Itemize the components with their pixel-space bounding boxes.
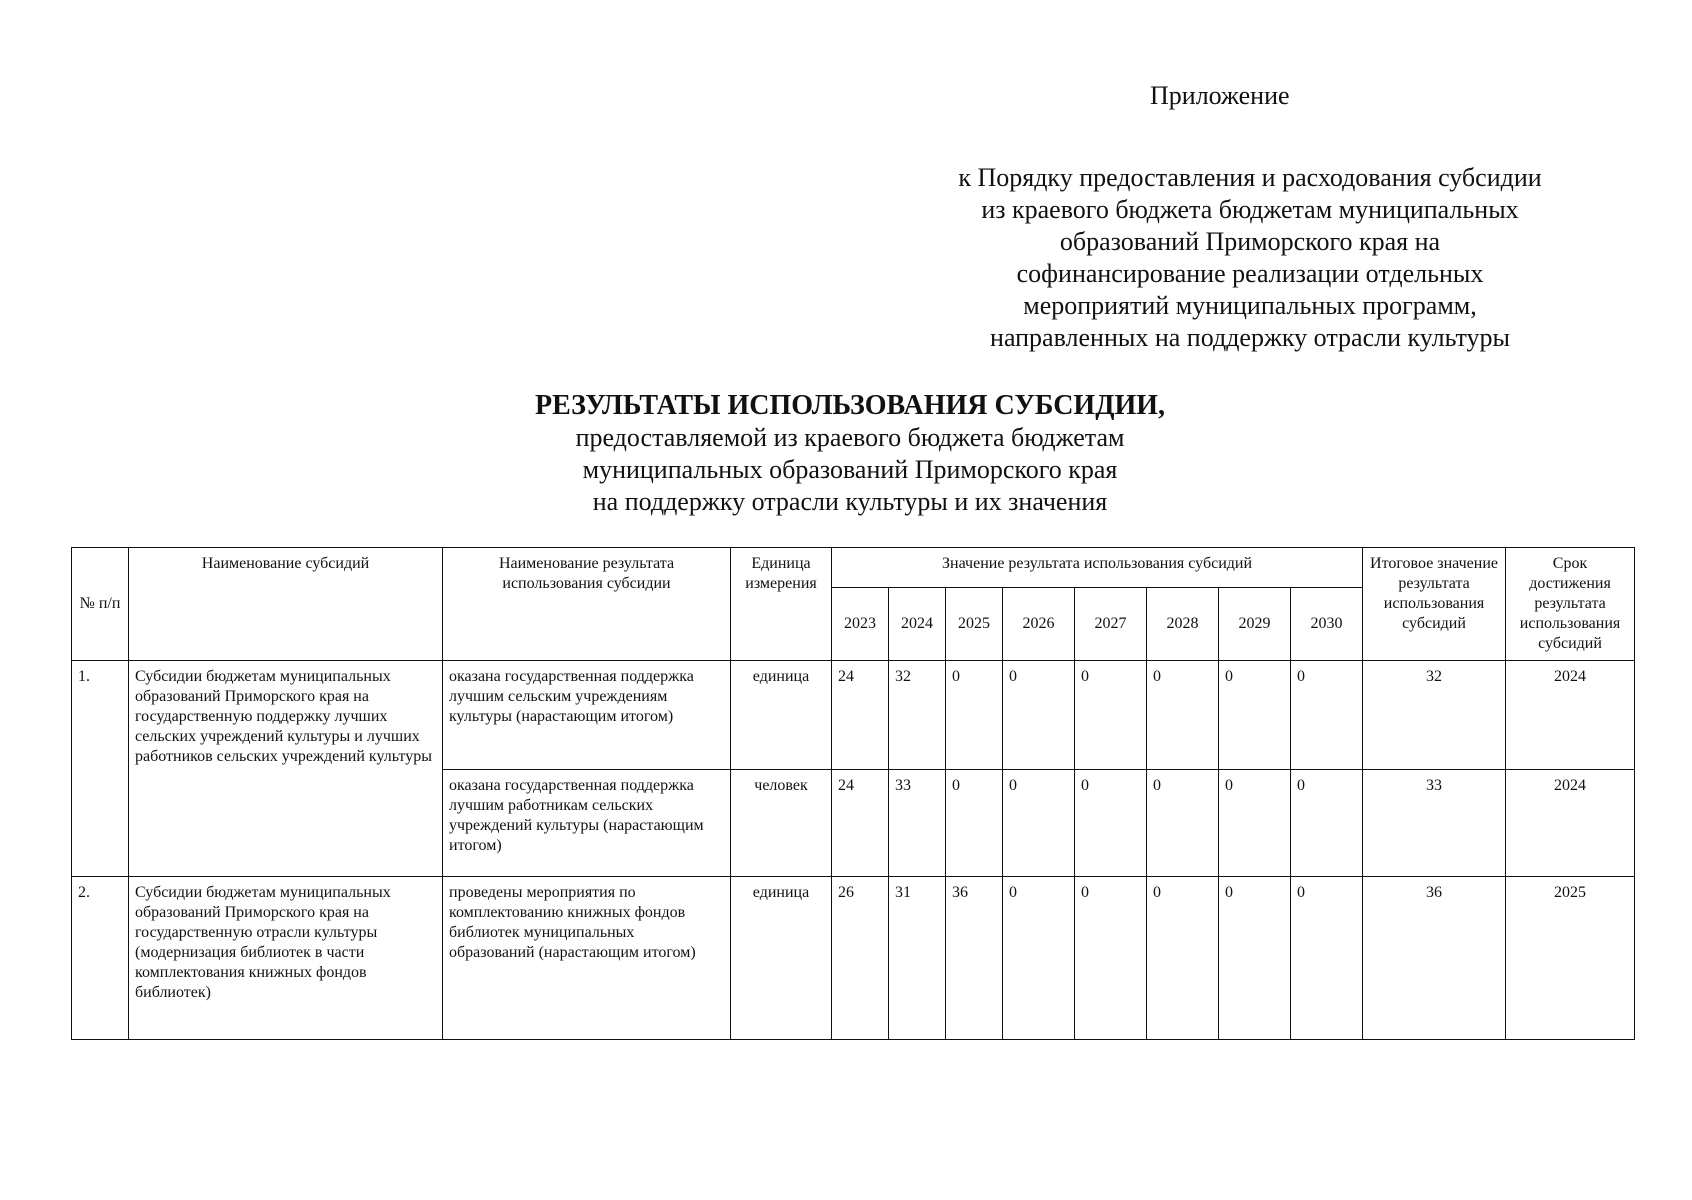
unit: единица [731,661,832,770]
value-2026: 0 [1003,877,1075,1040]
value-2023: 26 [832,877,889,1040]
header-deadline: Срок достижения результата использования субсидий [1506,548,1635,661]
header-unit: Единица измерения [731,548,832,661]
header-year: 2027 [1075,588,1147,661]
appendix-reference-line: из краевого бюджета бюджетам муниципальных [981,195,1519,224]
result-name: проведены мероприятия по комплектованию книжных фондов библиотек муниципальных образований (нарастающим итогом) [443,877,731,1040]
value-2025: 0 [946,770,1003,877]
subsidy-name: Субсидии бюджетам муниципальных образований Приморского края на государственную поддержку лучших сельских учреждений культуры и лучших работников сельских учреждений культуры [129,661,443,877]
header-year: 2023 [832,588,889,661]
total-value: 32 [1363,661,1506,770]
results-table [71,547,1635,1040]
appendix-reference [900,162,1600,354]
value-2025: 0 [946,661,1003,770]
value-2027: 0 [1075,877,1147,1040]
result-name: оказана государственная поддержка лучшим сельским учреждениям культуры (нарастающим итогом) [443,661,731,770]
value-2025: 36 [946,877,1003,1040]
header-result-name: Наименование результата использования субсидии [443,548,731,661]
document-subtitle-line: муниципальных образований Приморского края [582,455,1118,484]
document-subtitle-line: на поддержку отрасли культуры и их значения [592,487,1108,516]
deadline-year: 2025 [1506,877,1635,1040]
document-title-main: РЕЗУЛЬТАТЫ ИСПОЛЬЗОВАНИЯ СУБСИДИИ, [534,390,1166,421]
header-year: 2028 [1147,588,1219,661]
header-row [72,548,1635,588]
value-2030: 0 [1291,877,1363,1040]
value-2028: 0 [1147,877,1219,1040]
appendix-reference-line: мероприятий муниципальных программ, [1023,291,1477,320]
document-title [350,390,1350,518]
appendix-reference-line: направленных на поддержку отрасли культуры [990,323,1510,352]
deadline-year: 2024 [1506,661,1635,770]
value-2030: 0 [1291,770,1363,877]
value-2030: 0 [1291,661,1363,770]
header-year: 2030 [1291,588,1363,661]
value-2027: 0 [1075,770,1147,877]
header-values-group: Значение результата использования субсидий [832,548,1363,588]
appendix-reference-line: софинансирование реализации отдельных [1016,259,1484,288]
header-total: Итоговое значение результата использования субсидий [1363,548,1506,661]
value-2026: 0 [1003,770,1075,877]
value-2029: 0 [1219,661,1291,770]
value-2023: 24 [832,770,889,877]
header-year: 2026 [1003,588,1075,661]
unit: единица [731,877,832,1040]
value-2029: 0 [1219,770,1291,877]
appendix-reference-line: образований Приморского края на [1059,227,1441,256]
appendix-reference-line: к Порядку предоставления и расходования субсидии [958,163,1542,192]
subsidy-name: Субсидии бюджетам муниципальных образований Приморского края на государственную отрасли культуры (модернизация библиотек в части комплектования книжных фондов библиотек) [129,877,443,1040]
value-2027: 0 [1075,661,1147,770]
deadline-year: 2024 [1506,770,1635,877]
value-2024: 33 [889,770,946,877]
value-2024: 31 [889,877,946,1040]
value-2029: 0 [1219,877,1291,1040]
header-year: 2024 [889,588,946,661]
result-name: оказана государственная поддержка лучшим работникам сельских учреждений культуры (нарастающим итогом) [443,770,731,877]
total-value: 36 [1363,877,1506,1040]
document-subtitle-line: предоставляемой из краевого бюджета бюджетам [575,423,1125,452]
value-2028: 0 [1147,770,1219,877]
appendix-label: Приложение [1150,81,1290,110]
header-year: 2029 [1219,588,1291,661]
value-2023: 24 [832,661,889,770]
header-year: 2025 [946,588,1003,661]
value-2026: 0 [1003,661,1075,770]
header-subsidy-name: Наименование субсидий [129,548,443,661]
unit: человек [731,770,832,877]
value-2024: 32 [889,661,946,770]
header-num: № п/п [72,548,129,661]
value-2028: 0 [1147,661,1219,770]
table-row [72,877,1635,1040]
row-num: 2. [72,877,129,1040]
table-row [72,661,1635,770]
total-value: 33 [1363,770,1506,877]
row-num: 1. [72,661,129,877]
